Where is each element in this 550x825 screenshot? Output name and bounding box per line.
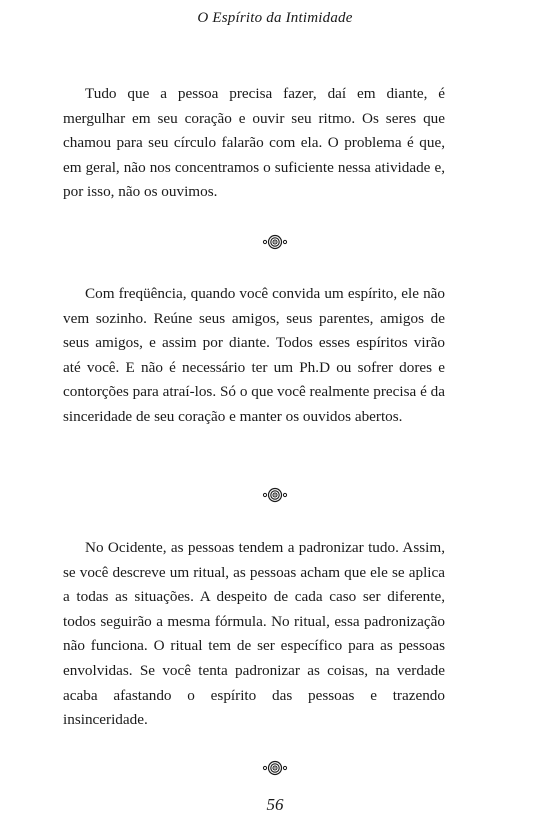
spiral-ornament-icon [0,234,550,250]
spiral-ornament-icon [0,760,550,776]
paragraph-2: Com freqüência, quando você convida um espírito, ele não vem sozinho. Reúne seus amigos, seus parentes, amigos de seus amigos, e assim por diante. Todos esses espíritos virão até você. E não é necessário ter um Ph.D ou sofrer dores e contorções para atraí-los. Só o que você realmente precisa é da sinceridade de seu coração e manter os ouvidos abertos. [63,285,445,425]
running-head: O Espírito da Intimidade [197,10,353,26]
paragraph-1: Tudo que a pessoa precisa fazer, daí em diante, é mergulhar em seu coração e ouvir seu ritmo. Os seres que chamou para seu círculo falarão com ela. O problema é que, em geral, não nos concentramos o suficiente nessa atividade e, por isso, não os ouvimos. [63,85,445,201]
page-number: 56 [266,795,284,814]
paragraph-3: No Ocidente, as pessoas tendem a padronizar tudo. Assim, se você descreve um ritual, as pessoas acham que ele se aplica a todas as situações. A despeito de cada caso ser diferente, todos seguirão a mesma fórmula. No ritual, essa padronização não funciona. O ritual tem de ser específico para as pessoas envolvidas. Se você tenta padronizar as coisas, na verdade acaba afastando o espírito das pessoas e trazendo insinceridade. [63,539,445,729]
spiral-ornament-icon [0,487,550,503]
